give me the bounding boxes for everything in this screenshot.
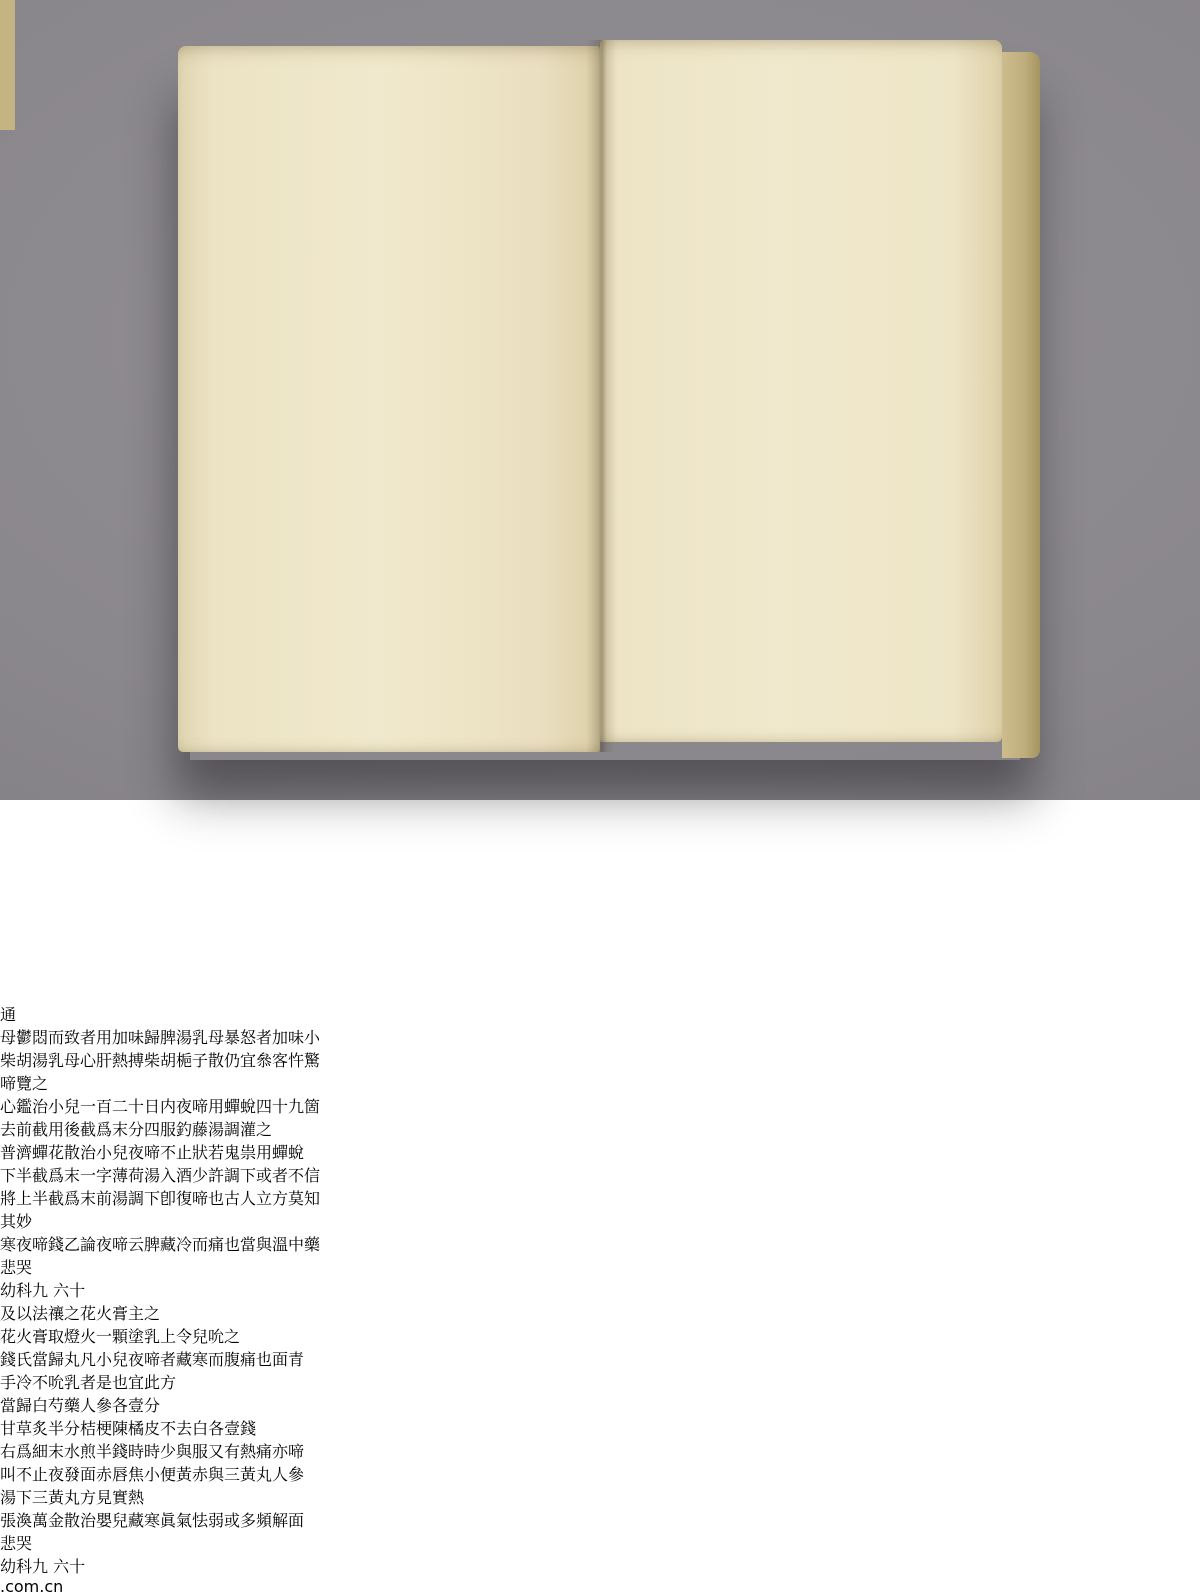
fold-section-title: 悲哭 bbox=[0, 1534, 33, 1553]
text-column bbox=[0, 1439, 1200, 1462]
reference-note: 三黃丸方見實熱 bbox=[32, 1488, 145, 1507]
fold-volume-label: 幼科九 bbox=[0, 1557, 49, 1576]
column-body: 去前截用後截爲末分四服釣藤湯調灌之 bbox=[0, 1120, 273, 1139]
text-column bbox=[0, 1209, 1200, 1232]
text-column bbox=[0, 1324, 1200, 1347]
column-body: 手冷不吮乳者是也宜此方 bbox=[0, 1373, 177, 1392]
column-body: 湯下 bbox=[0, 1488, 33, 1507]
formula-title: 花火膏 bbox=[0, 1327, 49, 1346]
column-body: 下半截爲末一字薄荷湯入酒少許調下或者不信 bbox=[0, 1166, 321, 1185]
left-page bbox=[178, 46, 600, 752]
column-body: 及以法禳之花火膏主之 bbox=[0, 1304, 161, 1323]
text-column bbox=[0, 1117, 1200, 1140]
text-column bbox=[0, 1025, 1200, 1048]
text-column bbox=[0, 1094, 1200, 1117]
text-column bbox=[0, 1071, 1200, 1094]
text-column bbox=[0, 1370, 1200, 1393]
ingredient-note: 不去白各壹錢 bbox=[160, 1419, 257, 1438]
text-column bbox=[0, 1232, 1200, 1255]
ink-smudge bbox=[1002, 202, 1026, 432]
page-edge-stack-left bbox=[0, 0, 15, 130]
ingredient-note: 炙半分 bbox=[32, 1419, 81, 1438]
column-body: 母鬱悶而致者用加味歸脾湯乳母暴怒者加味小 bbox=[0, 1028, 321, 1047]
text-column bbox=[0, 1140, 1200, 1163]
ingredient-column bbox=[0, 1416, 1200, 1439]
left-page-text-frame bbox=[0, 1301, 1200, 1531]
watermark-url-text: .com.cn bbox=[0, 1577, 64, 1596]
fold-strip-left bbox=[0, 1531, 1200, 1577]
formula-title: 張渙萬金散 bbox=[0, 1511, 81, 1530]
column-body: 錢乙論夜啼云脾藏冷而痛也當與溫中藥 bbox=[48, 1235, 321, 1254]
fold-strip-right bbox=[0, 1255, 1200, 1301]
column-body: 右爲細末水煎半錢時時少與服又有熱痛亦啼 bbox=[0, 1442, 305, 1461]
page-edge-stack-right bbox=[1002, 52, 1040, 758]
bleedthrough-text bbox=[0, 750, 20, 990]
ink-smudge bbox=[1002, 52, 1028, 202]
column-body: 治小兒一百二十日内夜啼用蟬蛻四十九箇 bbox=[32, 1097, 321, 1116]
column-body: 將上半截爲末前湯調下卽復啼也古人立方莫知 bbox=[0, 1189, 321, 1208]
text-column bbox=[0, 1163, 1200, 1186]
ingredient-name: 桔梗 bbox=[80, 1419, 113, 1438]
text-column bbox=[0, 1485, 1200, 1508]
formula-title: 普濟蟬花散 bbox=[0, 1143, 81, 1162]
text-column bbox=[0, 1508, 1200, 1531]
fold-section-title: 悲哭 bbox=[0, 1258, 33, 1277]
bleedthrough-text bbox=[0, 320, 20, 580]
fold-leaf-number: 六十 bbox=[53, 1557, 86, 1576]
margin-note-box bbox=[0, 1002, 1200, 1025]
section-header-box: 寒夜啼 bbox=[0, 1235, 49, 1254]
text-column bbox=[0, 1186, 1200, 1209]
formula-title: 錢氏當歸丸 bbox=[0, 1350, 81, 1369]
margin-note-char: 通 bbox=[0, 1005, 17, 1024]
text-column bbox=[0, 1048, 1200, 1071]
text-column bbox=[0, 1347, 1200, 1370]
ink-smudge bbox=[0, 0, 14, 70]
ingredient-name: 人參 bbox=[80, 1396, 113, 1415]
column-body: 叫不止夜發面赤唇焦小便黃赤與三黃丸人參 bbox=[0, 1465, 305, 1484]
ingredient-name: 白芍藥 bbox=[32, 1396, 81, 1415]
text-column bbox=[0, 1301, 1200, 1324]
paper-stain bbox=[0, 996, 8, 1002]
column-body: 其妙 bbox=[0, 1212, 33, 1231]
ingredient-name: 陳橘皮 bbox=[112, 1419, 161, 1438]
boxed-source-label: 心鑑 bbox=[0, 1097, 33, 1116]
ingredient-note: 各壹分 bbox=[112, 1396, 161, 1415]
ingredient-column bbox=[0, 1393, 1200, 1416]
right-page bbox=[600, 40, 1002, 742]
column-body: 取燈火一顆塗乳上令兒吮之 bbox=[48, 1327, 241, 1346]
text-column bbox=[0, 1462, 1200, 1485]
right-page-text-frame bbox=[0, 1025, 1200, 1255]
fold-leaf-number: 六十 bbox=[53, 1281, 86, 1300]
bleedthrough-text bbox=[0, 580, 24, 750]
fold-volume-label: 幼科九 bbox=[0, 1281, 49, 1300]
column-body: 柴胡湯乳母心肝熱搏柴胡梔子散仍宜叅客忤驚 bbox=[0, 1051, 321, 1070]
gutter-shadow bbox=[586, 40, 616, 752]
column-body: 凡小兒夜啼者藏寒而腹痛也面青 bbox=[80, 1350, 305, 1369]
column-body: 啼覽之 bbox=[0, 1074, 49, 1093]
column-body: 治嬰兒藏寒眞氣怯弱或多頻解面 bbox=[80, 1511, 305, 1530]
ink-smudge bbox=[0, 70, 15, 130]
ingredient-name: 當歸 bbox=[0, 1396, 33, 1415]
column-body: 治小兒夜啼不止狀若鬼祟用蟬蛻 bbox=[80, 1143, 305, 1162]
ingredient-name: 甘草 bbox=[0, 1419, 33, 1438]
